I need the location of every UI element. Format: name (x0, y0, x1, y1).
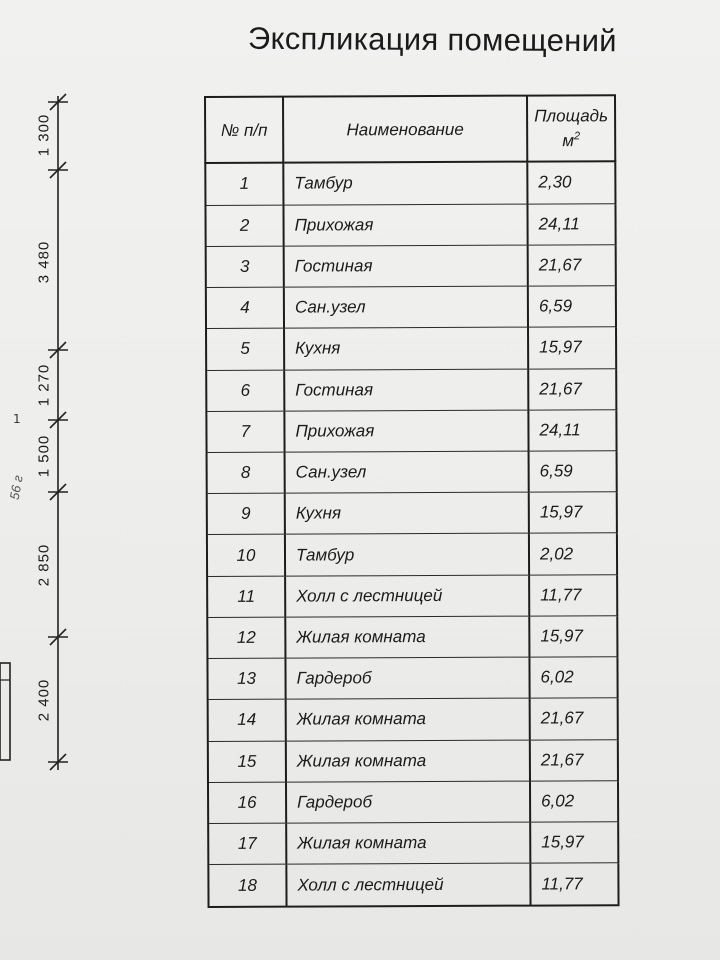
margin-mark: 1 (13, 412, 21, 426)
cell-area: 6,02 (529, 657, 617, 699)
cell-name: Холл с лестницей (286, 863, 530, 906)
cell-area: 24,11 (527, 203, 615, 245)
cell-area: 15,97 (529, 616, 617, 658)
table-row (207, 657, 617, 700)
cell-area: 21,67 (528, 245, 616, 287)
table-header-row (205, 95, 615, 163)
table-row (207, 616, 617, 659)
cell-area: 15,97 (528, 327, 616, 369)
cell-num: 2 (205, 205, 283, 247)
cell-num: 3 (206, 246, 284, 288)
header-area-unit-sup: 2 (573, 130, 581, 143)
cell-area: 24,11 (528, 410, 616, 452)
room-schedule (204, 94, 620, 908)
cell-area: 6,02 (530, 780, 618, 822)
cell-area: 6,59 (529, 451, 617, 493)
cell-name: Прихожая (284, 410, 528, 452)
table-row (208, 698, 618, 741)
cell-num: 17 (208, 823, 286, 865)
cell-area: 21,67 (528, 368, 616, 410)
table-row (208, 822, 618, 865)
cell-name: Жилая комната (286, 698, 530, 740)
header-area (527, 95, 615, 161)
cell-name: Гостиная (284, 245, 528, 287)
table-row (206, 410, 616, 453)
cell-num: 16 (208, 782, 286, 824)
header-area-label: Площадь (534, 106, 609, 126)
dimension-chain (0, 0, 200, 960)
dimension-label: 1 270 (35, 363, 53, 407)
header-num: № п/п (205, 97, 283, 163)
dimension-label: 1 500 (35, 434, 53, 478)
table-row (206, 327, 616, 370)
cell-num: 5 (206, 329, 284, 371)
cell-area: 11,77 (529, 574, 617, 616)
cell-num: 7 (206, 411, 284, 453)
cell-name: Сан.узел (285, 451, 529, 493)
table-row (206, 286, 616, 329)
cell-name: Жилая комната (286, 822, 530, 864)
cell-num: 15 (208, 741, 286, 783)
cell-area: 21,67 (530, 698, 618, 740)
cell-num: 11 (207, 576, 285, 618)
cell-name: Прихожая (283, 204, 527, 246)
header-area-unit: м (562, 131, 575, 151)
cell-name: Тамбур (285, 534, 529, 576)
cell-name: Гостиная (284, 369, 528, 411)
cell-num: 10 (207, 535, 285, 577)
cell-area: 2,30 (527, 161, 615, 204)
table-row (208, 780, 618, 823)
dimension-line-drawing (0, 0, 200, 960)
cell-area: 15,97 (529, 492, 617, 534)
table-row (205, 161, 615, 205)
table-row (208, 863, 618, 907)
cell-num: 4 (206, 287, 284, 329)
table-row (206, 368, 616, 411)
cell-num: 1 (205, 163, 283, 206)
cell-num: 14 (208, 699, 286, 741)
cell-num: 9 (207, 493, 285, 535)
cell-name: Кухня (284, 327, 528, 369)
cell-name: Холл с лестницей (285, 575, 529, 617)
table-row (206, 245, 616, 288)
cell-name: Гардероб (285, 657, 529, 699)
table-row (207, 574, 617, 617)
cell-num: 18 (208, 864, 286, 907)
cell-name: Жилая комната (285, 616, 529, 658)
dimension-label: 3 480 (35, 240, 53, 284)
page-title: Экспликация помещений (247, 20, 617, 59)
margin-scribble: 56 г (6, 474, 26, 501)
cell-num: 8 (207, 452, 285, 494)
cell-name: Гардероб (286, 781, 530, 823)
dimension-label: 2 850 (35, 543, 53, 587)
header-name: Наименование (283, 96, 527, 163)
cell-num: 13 (207, 658, 285, 700)
table-row (205, 203, 615, 246)
cell-area: 2,02 (529, 533, 617, 575)
cell-area: 21,67 (530, 739, 618, 781)
table-row (207, 492, 617, 535)
cell-name: Сан.узел (284, 286, 528, 328)
cell-num: 6 (206, 370, 284, 412)
dimension-label: 2 400 (35, 678, 53, 722)
table-row (208, 739, 618, 782)
table-row (207, 451, 617, 494)
cell-area: 6,59 (528, 286, 616, 328)
room-table (204, 94, 620, 908)
cell-num: 12 (207, 617, 285, 659)
cell-name: Жилая комната (286, 740, 530, 782)
cell-area: 15,97 (530, 822, 618, 864)
cell-area: 11,77 (530, 863, 618, 906)
dimension-label: 1 300 (35, 113, 53, 157)
table-row (207, 533, 617, 576)
cell-name: Тамбур (283, 162, 527, 205)
cell-name: Кухня (285, 492, 529, 534)
